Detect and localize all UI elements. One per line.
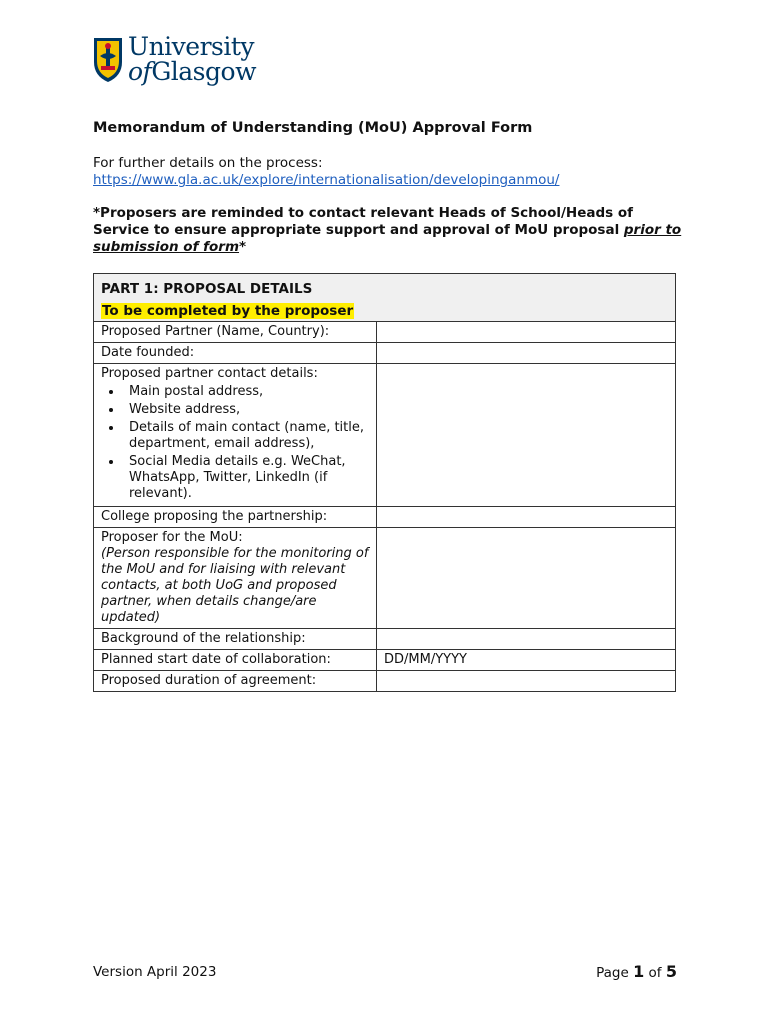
- field-background[interactable]: [377, 629, 676, 650]
- list-item: • Details of main contact (name, title, department, email address),: [123, 420, 369, 452]
- label-proposer: Proposer for the MoU: (Person responsible for the monitoring of the MoU and for liaising with relevant contacts, at both UoG and proposed partner, when details change/are updated): [94, 528, 377, 629]
- label-duration: Proposed duration of agreement:: [94, 671, 377, 692]
- field-start[interactable]: DD/MM/YYYY: [377, 650, 676, 671]
- table-row: [94, 528, 676, 629]
- table-row: [94, 343, 676, 364]
- table-row: [94, 507, 676, 528]
- intro-text: For further details on the process:: [93, 155, 323, 171]
- table-row: [94, 650, 676, 671]
- field-founded[interactable]: [377, 343, 676, 364]
- process-link[interactable]: https://www.gla.ac.uk/explore/internationalisation/developinganmou/: [93, 172, 560, 188]
- table-row: [94, 322, 676, 343]
- university-logo: [92, 34, 282, 88]
- notice-text: *Proposers are reminded to contact relevant Heads of School/Heads of Service to ensure appropriate support and approval of MoU proposal prior to submission of form*: [93, 205, 682, 255]
- field-duration[interactable]: [377, 671, 676, 692]
- highlight-instruction: To be completed by the proposer: [102, 303, 354, 319]
- list-item: • Main postal address,: [123, 384, 369, 400]
- label-founded: Date founded:: [94, 343, 377, 364]
- field-partner[interactable]: [377, 322, 676, 343]
- table-row: [94, 364, 676, 507]
- table-row: [94, 671, 676, 692]
- field-college[interactable]: [377, 507, 676, 528]
- intro-block: [93, 155, 559, 189]
- page-title: Memorandum of Understanding (MoU) Approval Form: [93, 120, 533, 136]
- field-proposer[interactable]: [377, 528, 676, 629]
- proposal-details-table: [93, 273, 676, 692]
- footer-page-number: Page 1 of 5: [596, 962, 677, 981]
- label-partner: Proposed Partner (Name, Country):: [94, 322, 377, 343]
- label-contact: Proposed partner contact details: • Main postal address, • Website address, • Details of main contact (name, title, department, email address), • Social Media details e.g. WeChat, WhatsApp, Twitter, LinkedIn (if relevant).: [94, 364, 377, 507]
- label-background: Background of the relationship:: [94, 629, 377, 650]
- footer-version: Version April 2023: [93, 964, 217, 980]
- list-item: • Website address,: [123, 402, 369, 418]
- notice-emphasis: prior to submission of form: [93, 222, 682, 255]
- table-header: [94, 274, 676, 322]
- field-contact[interactable]: [377, 364, 676, 507]
- proposer-note: (Person responsible for the monitoring of the MoU and for liaising with relevant contacts, at both UoG and proposed partner, when details change/are updated): [101, 546, 369, 625]
- table-row: [94, 629, 676, 650]
- contact-bullets: [101, 384, 369, 502]
- label-college: College proposing the partnership:: [94, 507, 377, 528]
- part-title: PART 1: PROPOSAL DETAILS: [101, 281, 313, 297]
- label-start: Planned start date of collaboration:: [94, 650, 377, 671]
- crest-icon: [92, 36, 124, 84]
- list-item: • Social Media details e.g. WeChat, WhatsApp, Twitter, LinkedIn (if relevant).: [123, 454, 369, 502]
- logo-wordmark: University ofGlasgow: [128, 32, 256, 86]
